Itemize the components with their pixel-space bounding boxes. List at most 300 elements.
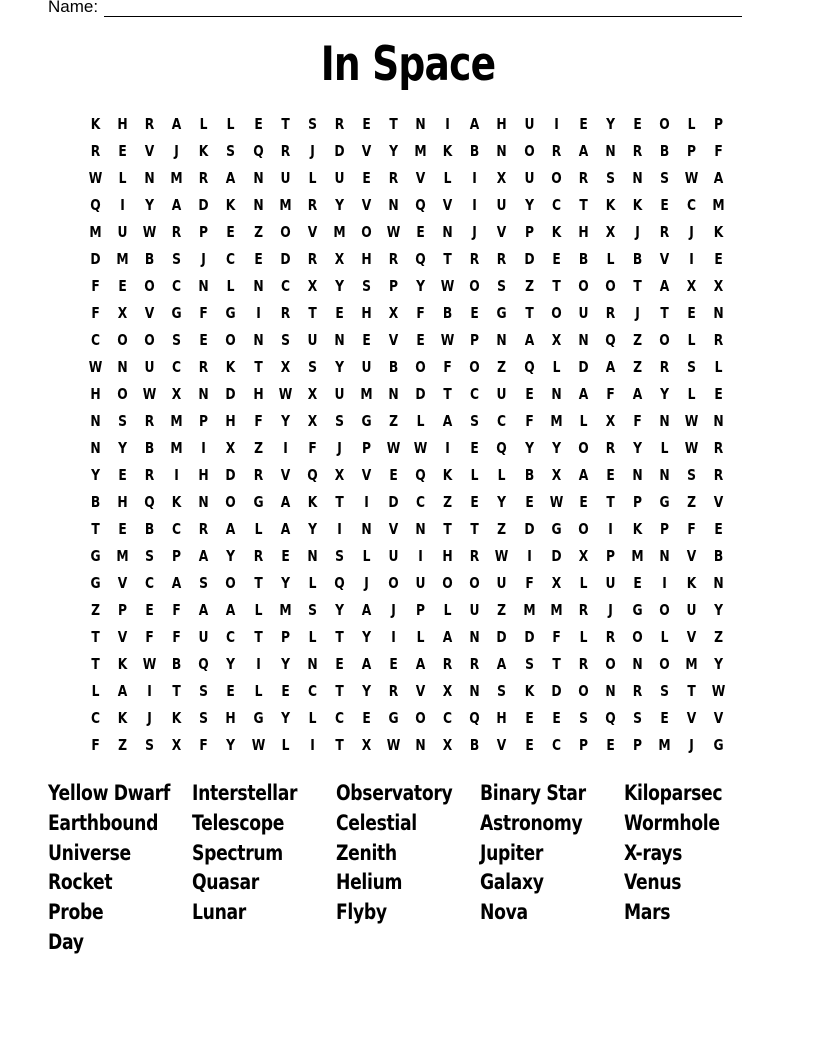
grid-letter[interactable]: R (578, 169, 588, 187)
grid-letter[interactable]: F (416, 304, 425, 322)
grid-letter[interactable]: L (498, 466, 506, 484)
grid-letter[interactable]: L (660, 628, 669, 646)
grid-letter[interactable]: A (199, 601, 209, 619)
grid-letter[interactable]: S (280, 331, 290, 349)
grid-letter[interactable]: U (361, 358, 372, 376)
grid-letter[interactable]: O (659, 115, 670, 133)
grid-letter[interactable]: Q (496, 439, 508, 457)
grid-letter[interactable]: T (551, 277, 561, 295)
grid-letter[interactable]: N (90, 412, 101, 430)
grid-letter[interactable]: E (524, 736, 534, 754)
grid-letter[interactable]: L (416, 628, 425, 646)
grid-letter[interactable]: R (551, 142, 561, 160)
grid-letter[interactable]: H (578, 223, 589, 241)
grid-letter[interactable]: N (252, 169, 264, 187)
grid-letter[interactable]: B (659, 142, 670, 160)
grid-letter[interactable]: L (443, 169, 452, 187)
grid-letter[interactable]: P (524, 223, 534, 241)
grid-letter[interactable]: E (281, 682, 290, 700)
grid-letter[interactable]: N (496, 331, 508, 349)
grid-letter[interactable]: E (579, 493, 588, 511)
grid-letter[interactable]: I (147, 682, 153, 700)
grid-letter[interactable]: Y (334, 277, 344, 295)
grid-letter[interactable]: D (523, 628, 535, 646)
grid-letter[interactable]: T (524, 304, 534, 322)
grid-letter[interactable]: O (523, 142, 535, 160)
grid-letter[interactable]: O (550, 169, 562, 187)
grid-letter[interactable]: U (415, 574, 426, 592)
grid-letter[interactable]: Q (605, 331, 616, 349)
grid-letter[interactable]: B (145, 520, 155, 538)
grid-letter[interactable]: H (496, 709, 508, 727)
grid-letter[interactable]: N (632, 655, 643, 673)
grid-letter[interactable]: T (335, 736, 344, 754)
grid-letter[interactable]: E (524, 709, 534, 727)
grid-letter[interactable]: M (522, 601, 536, 619)
grid-letter[interactable]: F (551, 628, 561, 646)
grid-letter[interactable]: S (362, 277, 371, 295)
grid-letter[interactable]: N (659, 466, 670, 484)
grid-letter[interactable]: W (386, 439, 401, 457)
grid-letter[interactable]: P (280, 628, 290, 646)
grid-letter[interactable]: O (469, 277, 481, 295)
grid-letter[interactable]: I (418, 547, 423, 565)
grid-letter[interactable]: L (660, 439, 669, 457)
grid-letter[interactable]: U (280, 169, 291, 187)
grid-letter[interactable]: O (144, 331, 155, 349)
grid-letter[interactable]: M (170, 169, 183, 187)
grid-letter[interactable]: T (443, 250, 452, 268)
grid-letter[interactable]: A (361, 655, 372, 673)
grid-letter[interactable]: E (362, 115, 371, 133)
grid-letter[interactable]: N (198, 385, 210, 403)
grid-letter[interactable]: Q (90, 196, 101, 214)
grid-letter[interactable]: B (714, 547, 724, 565)
grid-letter[interactable]: S (199, 574, 209, 592)
grid-letter[interactable]: K (524, 682, 534, 700)
grid-letter[interactable]: A (524, 331, 534, 349)
grid-letter[interactable]: M (116, 250, 129, 268)
grid-letter[interactable]: X (307, 385, 318, 403)
grid-letter[interactable]: Y (334, 601, 344, 619)
grid-letter[interactable]: O (279, 223, 291, 241)
grid-letter[interactable]: R (659, 358, 670, 376)
grid-letter[interactable]: E (524, 493, 534, 511)
grid-letter[interactable]: Y (280, 574, 290, 592)
grid-letter[interactable]: Q (469, 709, 481, 727)
grid-letter[interactable]: J (310, 142, 315, 160)
grid-letter[interactable]: V (442, 196, 453, 214)
grid-letter[interactable]: G (361, 412, 372, 430)
grid-letter[interactable]: N (307, 547, 318, 565)
grid-letter[interactable]: S (660, 169, 669, 187)
grid-letter[interactable]: T (253, 358, 263, 376)
grid-letter[interactable]: O (659, 331, 670, 349)
grid-letter[interactable]: V (144, 142, 155, 160)
grid-letter[interactable]: N (307, 655, 318, 673)
grid-letter[interactable]: P (660, 520, 670, 538)
grid-letter[interactable]: J (201, 250, 207, 268)
grid-letter[interactable]: A (578, 142, 588, 160)
grid-letter[interactable]: D (551, 547, 562, 565)
grid-letter[interactable]: H (442, 547, 453, 565)
grid-letter[interactable]: S (497, 682, 507, 700)
grid-letter[interactable]: X (497, 169, 507, 187)
grid-letter[interactable]: Y (362, 628, 371, 646)
grid-letter[interactable]: R (90, 142, 101, 160)
grid-letter[interactable]: W (142, 223, 157, 241)
grid-letter[interactable]: G (496, 304, 508, 322)
grid-letter[interactable]: K (172, 709, 182, 727)
grid-letter[interactable]: K (226, 358, 236, 376)
grid-letter[interactable]: X (605, 223, 616, 241)
grid-letter[interactable]: N (496, 142, 508, 160)
grid-letter[interactable]: B (172, 655, 182, 673)
grid-letter[interactable]: I (282, 439, 288, 457)
grid-letter[interactable]: Z (389, 412, 399, 430)
grid-letter[interactable]: A (172, 196, 182, 214)
grid-letter[interactable]: N (578, 331, 589, 349)
grid-letter[interactable]: E (416, 331, 425, 349)
grid-letter[interactable]: N (144, 169, 155, 187)
grid-letter[interactable]: S (118, 412, 128, 430)
grid-letter[interactable]: S (172, 250, 182, 268)
grid-letter[interactable]: R (388, 169, 399, 187)
grid-letter[interactable]: X (172, 385, 182, 403)
grid-letter[interactable]: O (577, 682, 589, 700)
grid-letter[interactable]: R (632, 682, 643, 700)
grid-letter[interactable]: V (415, 169, 426, 187)
grid-letter[interactable]: C (226, 250, 236, 268)
grid-letter[interactable]: T (335, 682, 344, 700)
grid-letter[interactable]: N (713, 412, 724, 430)
grid-letter[interactable]: I (364, 493, 369, 511)
grid-letter[interactable]: U (198, 628, 209, 646)
grid-letter[interactable]: T (335, 493, 344, 511)
grid-letter[interactable]: Y (226, 547, 236, 565)
grid-letter[interactable]: W (711, 682, 726, 700)
grid-letter[interactable]: P (416, 601, 426, 619)
grid-letter[interactable]: R (578, 601, 588, 619)
grid-letter[interactable]: N (361, 520, 372, 538)
grid-letter[interactable]: N (713, 304, 724, 322)
grid-letter[interactable]: E (226, 223, 236, 241)
grid-letter[interactable]: C (687, 196, 697, 214)
grid-letter[interactable]: D (334, 142, 345, 160)
grid-letter[interactable]: U (388, 547, 399, 565)
grid-letter[interactable]: H (361, 250, 372, 268)
grid-letter[interactable]: P (389, 277, 399, 295)
grid-letter[interactable]: L (281, 736, 290, 754)
grid-letter[interactable]: S (172, 331, 182, 349)
grid-letter[interactable]: R (443, 655, 453, 673)
grid-letter[interactable]: E (633, 574, 642, 592)
grid-letter[interactable]: Z (524, 277, 534, 295)
grid-letter[interactable]: E (470, 304, 480, 322)
grid-letter[interactable]: E (470, 439, 480, 457)
grid-letter[interactable]: K (713, 223, 724, 241)
grid-letter[interactable]: C (280, 277, 290, 295)
grid-letter[interactable]: Y (280, 655, 290, 673)
grid-letter[interactable]: X (334, 466, 345, 484)
grid-letter[interactable]: F (714, 142, 723, 160)
grid-letter[interactable]: C (470, 385, 480, 403)
grid-letter[interactable]: Q (415, 466, 426, 484)
grid-letter[interactable]: F (91, 304, 100, 322)
grid-letter[interactable]: E (362, 331, 371, 349)
grid-letter[interactable]: M (550, 601, 563, 619)
grid-letter[interactable]: P (118, 601, 128, 619)
grid-letter[interactable]: Z (632, 331, 642, 349)
grid-letter[interactable]: B (388, 358, 399, 376)
grid-letter[interactable]: L (579, 412, 588, 430)
grid-letter[interactable]: U (144, 358, 155, 376)
grid-letter[interactable]: W (684, 412, 699, 430)
grid-letter[interactable]: F (172, 628, 182, 646)
grid-letter[interactable]: N (605, 142, 616, 160)
grid-letter[interactable]: G (171, 304, 182, 322)
grid-letter[interactable]: G (90, 574, 101, 592)
grid-letter[interactable]: J (472, 223, 478, 241)
grid-letter[interactable]: S (145, 736, 155, 754)
grid-letter[interactable]: O (225, 331, 237, 349)
grid-letter[interactable]: E (199, 331, 209, 349)
grid-letter[interactable]: R (388, 250, 399, 268)
grid-letter[interactable]: Y (118, 439, 128, 457)
grid-letter[interactable]: T (253, 628, 263, 646)
grid-letter[interactable]: A (442, 628, 453, 646)
grid-letter[interactable]: X (334, 250, 345, 268)
grid-letter[interactable]: V (686, 547, 697, 565)
grid-letter[interactable]: C (91, 709, 101, 727)
grid-letter[interactable]: A (361, 601, 372, 619)
grid-letter[interactable]: R (605, 439, 616, 457)
grid-letter[interactable]: N (198, 277, 210, 295)
grid-letter[interactable]: S (524, 655, 534, 673)
grid-letter[interactable]: X (361, 736, 372, 754)
grid-letter[interactable]: L (470, 466, 479, 484)
grid-letter[interactable]: C (497, 412, 507, 430)
grid-letter[interactable]: L (227, 115, 235, 133)
grid-letter[interactable]: M (658, 736, 671, 754)
grid-letter[interactable]: O (361, 223, 372, 241)
grid-letter[interactable]: W (413, 439, 428, 457)
grid-letter[interactable]: W (440, 277, 455, 295)
grid-letter[interactable]: P (687, 142, 697, 160)
grid-letter[interactable]: F (524, 412, 534, 430)
grid-letter[interactable]: Z (91, 601, 101, 619)
grid-letter[interactable]: E (118, 142, 127, 160)
grid-letter[interactable]: E (660, 709, 669, 727)
grid-letter[interactable]: T (91, 655, 100, 673)
grid-letter[interactable]: R (199, 169, 209, 187)
grid-letter[interactable]: M (89, 223, 102, 241)
grid-letter[interactable]: Y (334, 358, 344, 376)
grid-letter[interactable]: Y (91, 466, 101, 484)
grid-letter[interactable]: P (199, 412, 209, 430)
grid-letter[interactable]: H (117, 115, 128, 133)
grid-letter[interactable]: D (225, 385, 237, 403)
grid-letter[interactable]: X (443, 682, 453, 700)
grid-letter[interactable]: A (226, 601, 236, 619)
grid-letter[interactable]: N (415, 520, 426, 538)
grid-letter[interactable]: W (495, 547, 509, 565)
grid-letter[interactable]: D (523, 520, 535, 538)
grid-letter[interactable]: U (469, 601, 480, 619)
grid-letter[interactable]: S (632, 709, 642, 727)
grid-letter[interactable]: A (470, 115, 480, 133)
grid-letter[interactable]: O (388, 574, 399, 592)
grid-letter[interactable]: D (198, 196, 210, 214)
grid-letter[interactable]: R (713, 466, 724, 484)
grid-letter[interactable]: S (470, 412, 480, 430)
grid-letter[interactable]: I (472, 196, 478, 214)
grid-letter[interactable]: C (172, 358, 182, 376)
grid-letter[interactable]: O (605, 655, 616, 673)
grid-letter[interactable]: T (172, 682, 182, 700)
grid-letter[interactable]: W (684, 169, 699, 187)
grid-letter[interactable]: S (687, 358, 697, 376)
grid-letter[interactable]: L (687, 385, 696, 403)
grid-letter[interactable]: O (605, 277, 616, 295)
grid-letter[interactable]: Z (497, 520, 507, 538)
grid-letter[interactable]: T (633, 277, 642, 295)
grid-letter[interactable]: F (172, 601, 182, 619)
grid-letter[interactable]: Z (443, 493, 453, 511)
grid-letter[interactable]: R (280, 142, 290, 160)
grid-letter[interactable]: V (497, 736, 507, 754)
grid-letter[interactable]: X (117, 304, 128, 322)
grid-letter[interactable]: U (117, 223, 128, 241)
grid-letter[interactable]: Y (226, 655, 236, 673)
grid-letter[interactable]: D (523, 250, 535, 268)
grid-letter[interactable]: H (361, 304, 372, 322)
grid-letter[interactable]: J (635, 304, 640, 322)
grid-letter[interactable]: E (118, 520, 127, 538)
grid-letter[interactable]: I (201, 439, 207, 457)
grid-letter[interactable]: M (414, 142, 427, 160)
grid-letter[interactable]: X (307, 412, 318, 430)
grid-letter[interactable]: R (632, 142, 643, 160)
grid-letter[interactable]: E (362, 709, 371, 727)
grid-letter[interactable]: T (579, 196, 588, 214)
grid-letter[interactable]: L (416, 412, 425, 430)
grid-letter[interactable]: R (172, 223, 182, 241)
grid-letter[interactable]: V (713, 709, 724, 727)
grid-letter[interactable]: T (687, 682, 696, 700)
grid-letter[interactable]: L (254, 601, 263, 619)
grid-letter[interactable]: E (579, 115, 588, 133)
grid-letter[interactable]: B (443, 304, 453, 322)
grid-letter[interactable]: E (335, 304, 344, 322)
grid-letter[interactable]: U (578, 304, 589, 322)
grid-letter[interactable]: R (144, 412, 155, 430)
grid-letter[interactable]: Q (415, 250, 426, 268)
grid-letter[interactable]: E (714, 250, 723, 268)
grid-letter[interactable]: C (172, 520, 182, 538)
grid-letter[interactable]: S (605, 169, 615, 187)
grid-letter[interactable]: R (470, 655, 480, 673)
grid-letter[interactable]: X (307, 277, 318, 295)
grid-letter[interactable]: M (279, 601, 292, 619)
grid-letter[interactable]: Y (714, 655, 724, 673)
grid-letter[interactable]: H (252, 385, 264, 403)
grid-letter[interactable]: A (578, 385, 588, 403)
grid-letter[interactable]: O (144, 277, 155, 295)
grid-letter[interactable]: K (117, 709, 128, 727)
grid-letter[interactable]: K (551, 223, 561, 241)
grid-letter[interactable]: J (608, 601, 613, 619)
grid-letter[interactable]: R (280, 304, 290, 322)
grid-letter[interactable]: G (90, 547, 101, 565)
grid-letter[interactable]: N (252, 331, 264, 349)
grid-letter[interactable]: M (279, 196, 292, 214)
grid-letter[interactable]: U (605, 574, 616, 592)
grid-letter[interactable]: N (713, 574, 724, 592)
grid-letter[interactable]: G (713, 736, 724, 754)
grid-letter[interactable]: T (335, 628, 344, 646)
grid-letter[interactable]: J (689, 223, 694, 241)
grid-letter[interactable]: X (172, 736, 182, 754)
grid-letter[interactable]: L (308, 628, 317, 646)
grid-letter[interactable]: R (388, 682, 399, 700)
grid-letter[interactable]: G (551, 520, 562, 538)
grid-letter[interactable]: N (388, 196, 399, 214)
grid-letter[interactable]: I (174, 466, 180, 484)
grid-letter[interactable]: Y (605, 115, 615, 133)
grid-letter[interactable]: D (551, 682, 562, 700)
grid-letter[interactable]: I (310, 736, 315, 754)
grid-letter[interactable]: M (333, 223, 346, 241)
grid-letter[interactable]: J (364, 574, 369, 592)
grid-letter[interactable]: S (578, 709, 588, 727)
grid-letter[interactable]: O (117, 385, 128, 403)
grid-letter[interactable]: B (470, 736, 480, 754)
grid-letter[interactable]: G (388, 709, 399, 727)
grid-letter[interactable]: O (442, 574, 453, 592)
grid-letter[interactable]: O (659, 601, 670, 619)
grid-letter[interactable]: M (631, 547, 644, 565)
grid-letter[interactable]: Q (307, 466, 318, 484)
grid-letter[interactable]: Z (714, 628, 724, 646)
grid-letter[interactable]: J (391, 601, 396, 619)
grid-letter[interactable]: W (386, 736, 401, 754)
grid-letter[interactable]: T (551, 655, 561, 673)
grid-letter[interactable]: W (142, 385, 157, 403)
grid-letter[interactable]: E (687, 304, 696, 322)
grid-letter[interactable]: N (469, 682, 481, 700)
grid-letter[interactable]: S (497, 277, 507, 295)
grid-letter[interactable]: X (443, 736, 453, 754)
grid-letter[interactable]: S (307, 115, 317, 133)
grid-letter[interactable]: N (252, 196, 264, 214)
grid-letter[interactable]: X (280, 358, 290, 376)
grid-letter[interactable]: I (337, 520, 342, 538)
grid-letter[interactable]: Q (334, 574, 345, 592)
grid-letter[interactable]: W (278, 385, 292, 403)
grid-letter[interactable]: F (687, 520, 696, 538)
grid-letter[interactable]: X (551, 331, 561, 349)
grid-letter[interactable]: Y (307, 520, 317, 538)
grid-letter[interactable]: L (254, 520, 263, 538)
grid-letter[interactable]: O (225, 574, 237, 592)
grid-letter[interactable]: F (443, 358, 452, 376)
grid-letter[interactable]: S (199, 682, 209, 700)
grid-letter[interactable]: Y (226, 736, 236, 754)
grid-letter[interactable]: E (335, 655, 344, 673)
grid-letter[interactable]: O (415, 709, 426, 727)
grid-letter[interactable]: V (117, 574, 128, 592)
